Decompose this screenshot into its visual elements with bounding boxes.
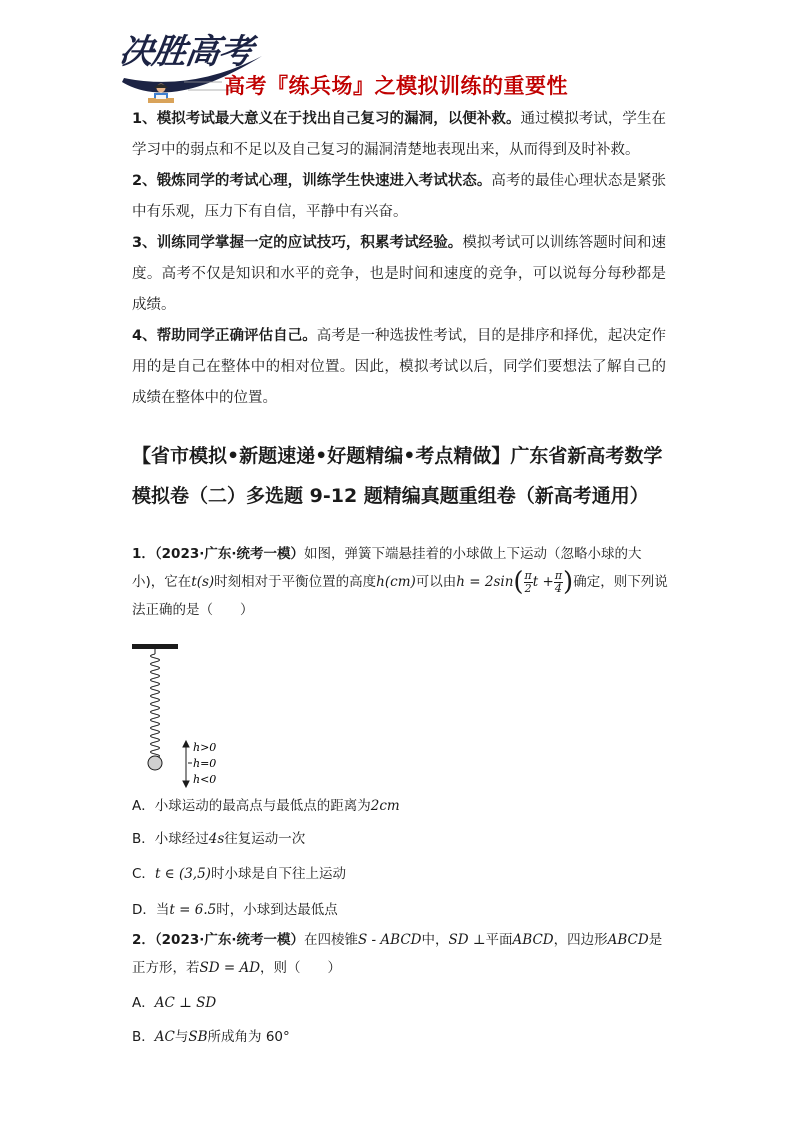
option-a-label: A． — [132, 798, 155, 814]
intro-item-1-text: 通过模拟考试，学生在学习中的弱点和不足以及自己复习的漏洞清楚地表现出来，从而得到及时补救。 — [132, 111, 667, 158]
question-1-text-c: 可以由 — [415, 574, 457, 590]
option-c-math: t ∈ (3,5) — [154, 866, 211, 882]
option-d-math: t = 6.5 — [169, 902, 217, 918]
question-2-m3: ABCD — [512, 932, 554, 948]
label-h-zero: h=0 — [193, 757, 217, 770]
fraction-1-den: 2 — [524, 581, 532, 595]
intro-item-3-text: 模拟考试可以训练答题时间和速度。高考不仅是知识和水平的竞争，也是时间和速度的竞争，可以说每分每秒都是成绩。 — [132, 235, 666, 313]
question-1-text-b: 时刻相对于平衡位置的高度 — [214, 574, 377, 590]
option-c-label: C． — [132, 866, 155, 882]
intro-item-2-text: 高考的最佳心理状态是紧张中有乐观，压力下有自信，平静中有兴奋。 — [132, 173, 667, 220]
option-d-text: 当 — [155, 902, 170, 918]
ceiling-bar — [132, 644, 178, 649]
question-2-text-c: 平面 — [485, 932, 513, 948]
question-2-number: 2． — [132, 932, 155, 948]
question-2-m5: SD = AD — [199, 960, 261, 976]
q2-option-a-math: AC ⊥ SD — [154, 995, 217, 1011]
question-1-t-mid: t + — [532, 574, 554, 590]
q2-option-b-mid: 与 — [174, 1029, 189, 1045]
question-1-source: （2023·广东·统考一模） — [154, 546, 304, 562]
option-d-label: D． — [132, 902, 156, 918]
label-h-negative: h<0 — [193, 773, 217, 786]
option-a-text: 小球运动的最高点与最低点的距离为 — [154, 798, 371, 814]
spring-figure — [130, 640, 250, 790]
q2-option-a-label: A． — [132, 995, 155, 1011]
question-1-formula-lhs: h = 2sin — [456, 574, 514, 590]
fraction-2-den: 4 — [554, 581, 562, 595]
question-2-text-d: ，四边形 — [553, 932, 608, 948]
question-2-text-a: 在四棱锥 — [304, 932, 358, 948]
logo-text: 决胜高考 — [116, 32, 255, 72]
section-title: 【省市模拟•新题速递•好题精编•考点精做】广东省新高考数学模拟卷（二）多选题 9-12 题精编真题重组卷（新高考通用） — [132, 445, 663, 507]
intro-item-2-bold: 2、锻炼同学的考试心理，训练学生快速进入考试状态。 — [132, 173, 492, 189]
intro-item-4 — [132, 321, 666, 414]
label-h-positive: h>0 — [193, 741, 217, 754]
question-2-source: （2023·广东·统考一模） — [154, 932, 304, 948]
direction-arrow — [183, 741, 192, 787]
intro-item-4-bold: 4、帮助同学正确评估自己。 — [132, 328, 317, 344]
question-2-m2: SD ⊥ — [448, 932, 486, 948]
question-2-text-e: 是正方形，若 — [132, 932, 663, 976]
question-1-text-a: 如图，弹簧下端悬挂着的小球做上下运动（忽略小球的大小)，它在 — [132, 546, 642, 590]
spring-diagram — [130, 640, 250, 790]
question-2-text-b: 中， — [421, 932, 449, 948]
question-2-text-f: ，则（ ） — [260, 960, 342, 976]
question-1-number: 1． — [132, 546, 155, 562]
question-1-option-c — [132, 862, 346, 882]
spring-coil — [151, 649, 160, 764]
paren-left: ( — [513, 567, 524, 597]
fraction-2-num: π — [554, 568, 563, 582]
question-1 — [132, 540, 672, 624]
question-2-option-b — [132, 1025, 290, 1045]
question-1-option-d — [132, 898, 338, 918]
paren-right: ) — [563, 567, 574, 597]
option-c-after: 时小球是自下往上运动 — [210, 866, 346, 882]
question-1-h-var: h(cm) — [376, 574, 416, 590]
question-1-text-d: 确定，则下列说法正确的是（ ） — [132, 574, 668, 618]
question-1-t-var: t(s) — [191, 574, 215, 590]
intro-item-4-text: 高考是一种选拔性考试，目的是排序和择优，起决定作用的是自己在整体中的相对位置。因此，模拟考试以后，同学们要想法了解自己的成绩在整体中的位置。 — [132, 328, 666, 406]
q2-option-b-after: 所成角为 60° — [207, 1029, 290, 1045]
intro-item-3 — [132, 228, 666, 321]
intro-item-1-bold: 1、模拟考试最大意义在于找出自己复习的漏洞，以便补救。 — [132, 111, 521, 127]
question-1-option-a — [132, 794, 400, 814]
question-2-m1: S - ABCD — [358, 932, 422, 948]
question-2-option-a — [132, 991, 216, 1011]
intro-list — [132, 104, 666, 414]
option-b-after: 往复运动一次 — [224, 831, 306, 847]
option-a-math: 2cm — [370, 798, 400, 814]
intro-item-2 — [132, 166, 666, 228]
q2-option-b-math: AC — [154, 1029, 175, 1045]
option-d-after: 时，小球到达最低点 — [216, 902, 338, 918]
option-b-text: 小球经过 — [154, 831, 209, 847]
q2-option-b-label: B． — [132, 1029, 155, 1045]
option-b-math: 4s — [208, 831, 225, 847]
fraction-1-num: π — [524, 568, 532, 582]
student-reading-icon — [146, 82, 176, 104]
question-1-option-b — [132, 827, 305, 847]
question-2-m4: ABCD — [607, 932, 649, 948]
intro-item-3-bold: 3、训练同学掌握一定的应试技巧，积累考试经验。 — [132, 235, 463, 251]
option-b-label: B． — [132, 831, 155, 847]
q2-option-b-math2: SB — [188, 1029, 208, 1045]
question-2 — [132, 926, 672, 982]
fraction-1 — [524, 570, 533, 595]
intro-item-1 — [132, 104, 666, 166]
page-title: 高考『练兵场』之模拟训练的重要性 — [224, 74, 568, 98]
fraction-2 — [554, 570, 563, 595]
ball — [148, 756, 162, 770]
